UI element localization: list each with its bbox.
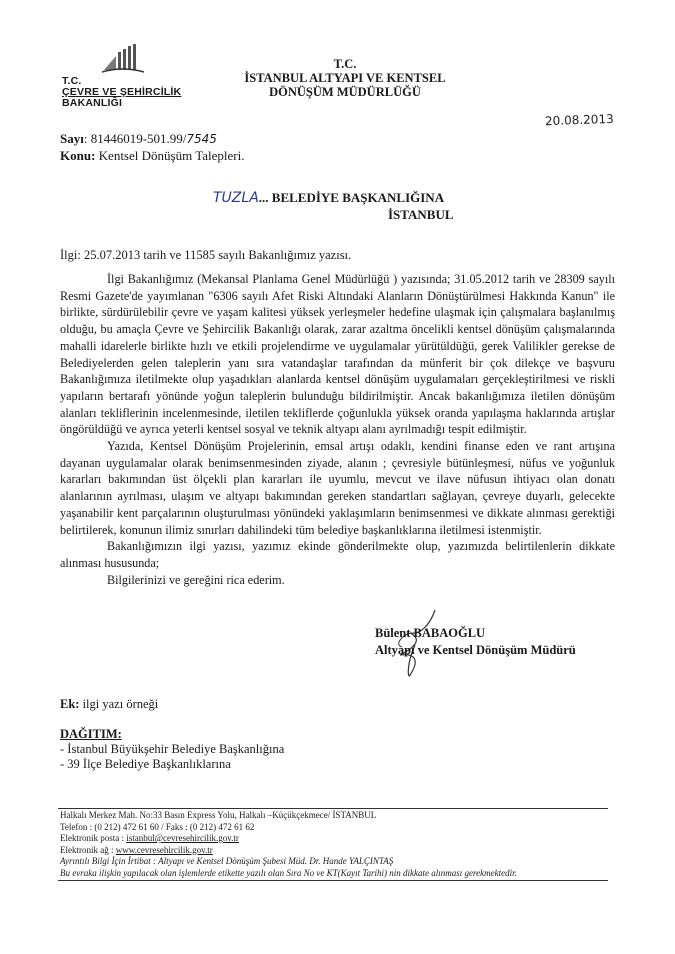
ministry-name-line2: ÇEVRE VE ŞEHİRCİLİK <box>62 86 182 98</box>
heading-line2: İSTANBUL ALTYAPI VE KENTSEL <box>244 71 446 85</box>
list-item: - İstanbul Büyükşehir Belediye Başkanlığına <box>60 742 285 756</box>
ek-label: Ek: <box>60 697 80 711</box>
footer-email-row <box>60 833 620 845</box>
footer-email-link[interactable]: istanbul@cevresehircilik.gov.tr <box>126 833 239 843</box>
footer-web-link[interactable]: www.cevresehircilik.gov.tr <box>115 844 213 855</box>
footer-note: Bu evraka ilişkin yapılacak olan işlemlerde etikette yazılı olan Sıra No ve KT(Kayıt Tarihi) nin dikkate alınması gerekmektedir. <box>60 867 517 878</box>
heading-line3: DÖNÜŞÜM MÜDÜRLÜĞÜ <box>269 85 421 99</box>
document-number <box>60 131 217 147</box>
signatory-title: Altyapı ve Kentsel Dönüşüm Müdürü <box>375 643 576 657</box>
footer-contact: Ayrıntılı Bilgi İçin İrtibat : Altyapı ve Kentsel Dönüşüm Şubesi Müd. Dr. Hande YALÇINTAŞ <box>60 856 394 866</box>
ek-value: ilgi yazı örneği <box>82 697 159 711</box>
sayi-value: : 81446019-501.99/ <box>83 131 187 146</box>
footer-divider-top <box>58 808 608 809</box>
sayi-label: Sayı <box>60 131 84 146</box>
ministry-name-line1: T.C. <box>62 75 82 87</box>
addressee <box>213 190 454 222</box>
heading-line1: T.C. <box>333 57 357 71</box>
footer-address: Halkalı Merkez Mah. No:33 Basın Express Yolu, Halkalı –Küçükçekmece/ İSTANBUL <box>60 810 377 820</box>
reference-line: İlgi: 25.07.2013 tarih ve 11585 sayılı Bakanlığımız yazısı. <box>60 248 352 262</box>
footer-email-label: Elektronik posta : <box>60 833 127 843</box>
letter-body <box>60 271 615 588</box>
directorate-heading <box>230 57 460 99</box>
paragraph: Bakanlığımızın ilgi yazısı, yazımız ekinde gönderilmekte olup, yazımızda belirtilenlerin dikkate alınması hususunda; <box>60 539 615 570</box>
footer <box>60 810 620 879</box>
konu-value: Kentsel Dönüşüm Talepleri. <box>98 148 245 163</box>
paragraph: Yazıda, Kentsel Dönüşüm Projelerinin, emsal artışı odaklı, kendini finanse eden ve rant artışına dayanan uygulamalar olarak benimsenmesinden ziyade, alanın ; çevresiyle bütünleşmesi, nüfus ve yoğunluk kararları bakımından üst ölçekli plan kararları ile uyumlu, mevcut ve ilave nüfusun ihtiyacı olan donatı alanlarının ayrılması, ulaşım ve altyapı bakımından gereken standartları sağlayan, çevreye duyarlı, gelecekte yaşanabilir kent parçalarının oluşturulması yönündeki yaklaşımların benimsenmesi ve dikkate alınması gerektiği belirtilerek, konunun ilimiz sınırları dahilindeki tüm belediye başkanlıklarına iletilmesi istenmiştir. <box>60 439 615 537</box>
footer-divider-bottom <box>58 880 608 881</box>
konu-label: Konu: <box>60 148 96 163</box>
signatory-name: Bülent BABAOĞLU <box>375 626 486 640</box>
ministry-emblem-icon <box>102 42 144 74</box>
signature-block <box>375 625 576 659</box>
footer-web-row <box>60 845 620 857</box>
closing-paragraph: Bilgilerinizi ve gereğini rica ederim. <box>107 572 285 587</box>
footer-web-label: Elektronik ağ : <box>60 844 116 855</box>
attachment-line <box>60 697 158 712</box>
distribution-title: DAĞITIM: <box>60 727 122 741</box>
subject-line <box>60 148 244 164</box>
addressee-handwritten: TUZLA <box>213 190 259 206</box>
paragraph: İlgi Bakanlığımız (Mekansal Planlama Genel Müdürlüğü ) yazısında; 31.05.2012 tarih ve 28309 sayılı Resmi Gazete'de yayımlanan "6306 sayılı Afet Riski Altındaki Alanların Dönüştürülmesi Hakkında Kanun" ile birlikte, sürdürülebilir çevre ve yaşam kalitesi yüksek yerleşmeler hedefine ulaşmak için çalışmalara başlanılmış olduğu, bu amaçla Çevre ve Şehircilik Bakanlığı olarak, zarar azaltma öncelikli kentsel dönüşüm çalışmalarında mahalli idarelerle birlikte hızlı ve etkili projelendirme ve uygulamalar yürütüldüğü, gerek Valilikler gerekse de Belediyelerden gelen taleplerin yanı sıra vatandaşlar tarafından da münferit bir çok dilekçe ve başvuru Bakanlığımıza iletilmekte olup yaşadıkları alanlarda kentsel dönüşüm uygulamaları gerçekleştirilmesi ve riskli yapıların bertarafı yönünde yoğun taleplerin bulunduğu bildirilmiştir. Ancak bakanlığımıza iletilen dönüşüm alanları tekliflerinin incelenmesinde, iletilen tekliflerde çoğunlukla yüksek oranda yapılaşma haklarında artışlar öngörüldüğü ve ayrıca yeterli kentsel sosyal ve teknik altyapı alanı ayrılmadığı tespit edilmiştir. <box>60 272 615 437</box>
footer-phone: Telefon : (0 212) 472 61 60 / Faks : (0 212) 472 61 62 <box>60 821 255 832</box>
addressee-line1: ... BELEDİYE BAŞKANLIĞINA <box>258 190 445 205</box>
handwritten-date: 20.08.2013 <box>544 111 614 129</box>
sayi-handwritten: 7545 <box>186 132 217 146</box>
addressee-city: İSTANBUL <box>388 207 454 222</box>
list-item: - 39 İlçe Belediye Başkanlıklarına <box>60 757 231 771</box>
distribution-list <box>60 727 284 772</box>
ministry-logo <box>60 42 210 112</box>
ministry-name-line3: BAKANLIĞI <box>62 97 123 109</box>
